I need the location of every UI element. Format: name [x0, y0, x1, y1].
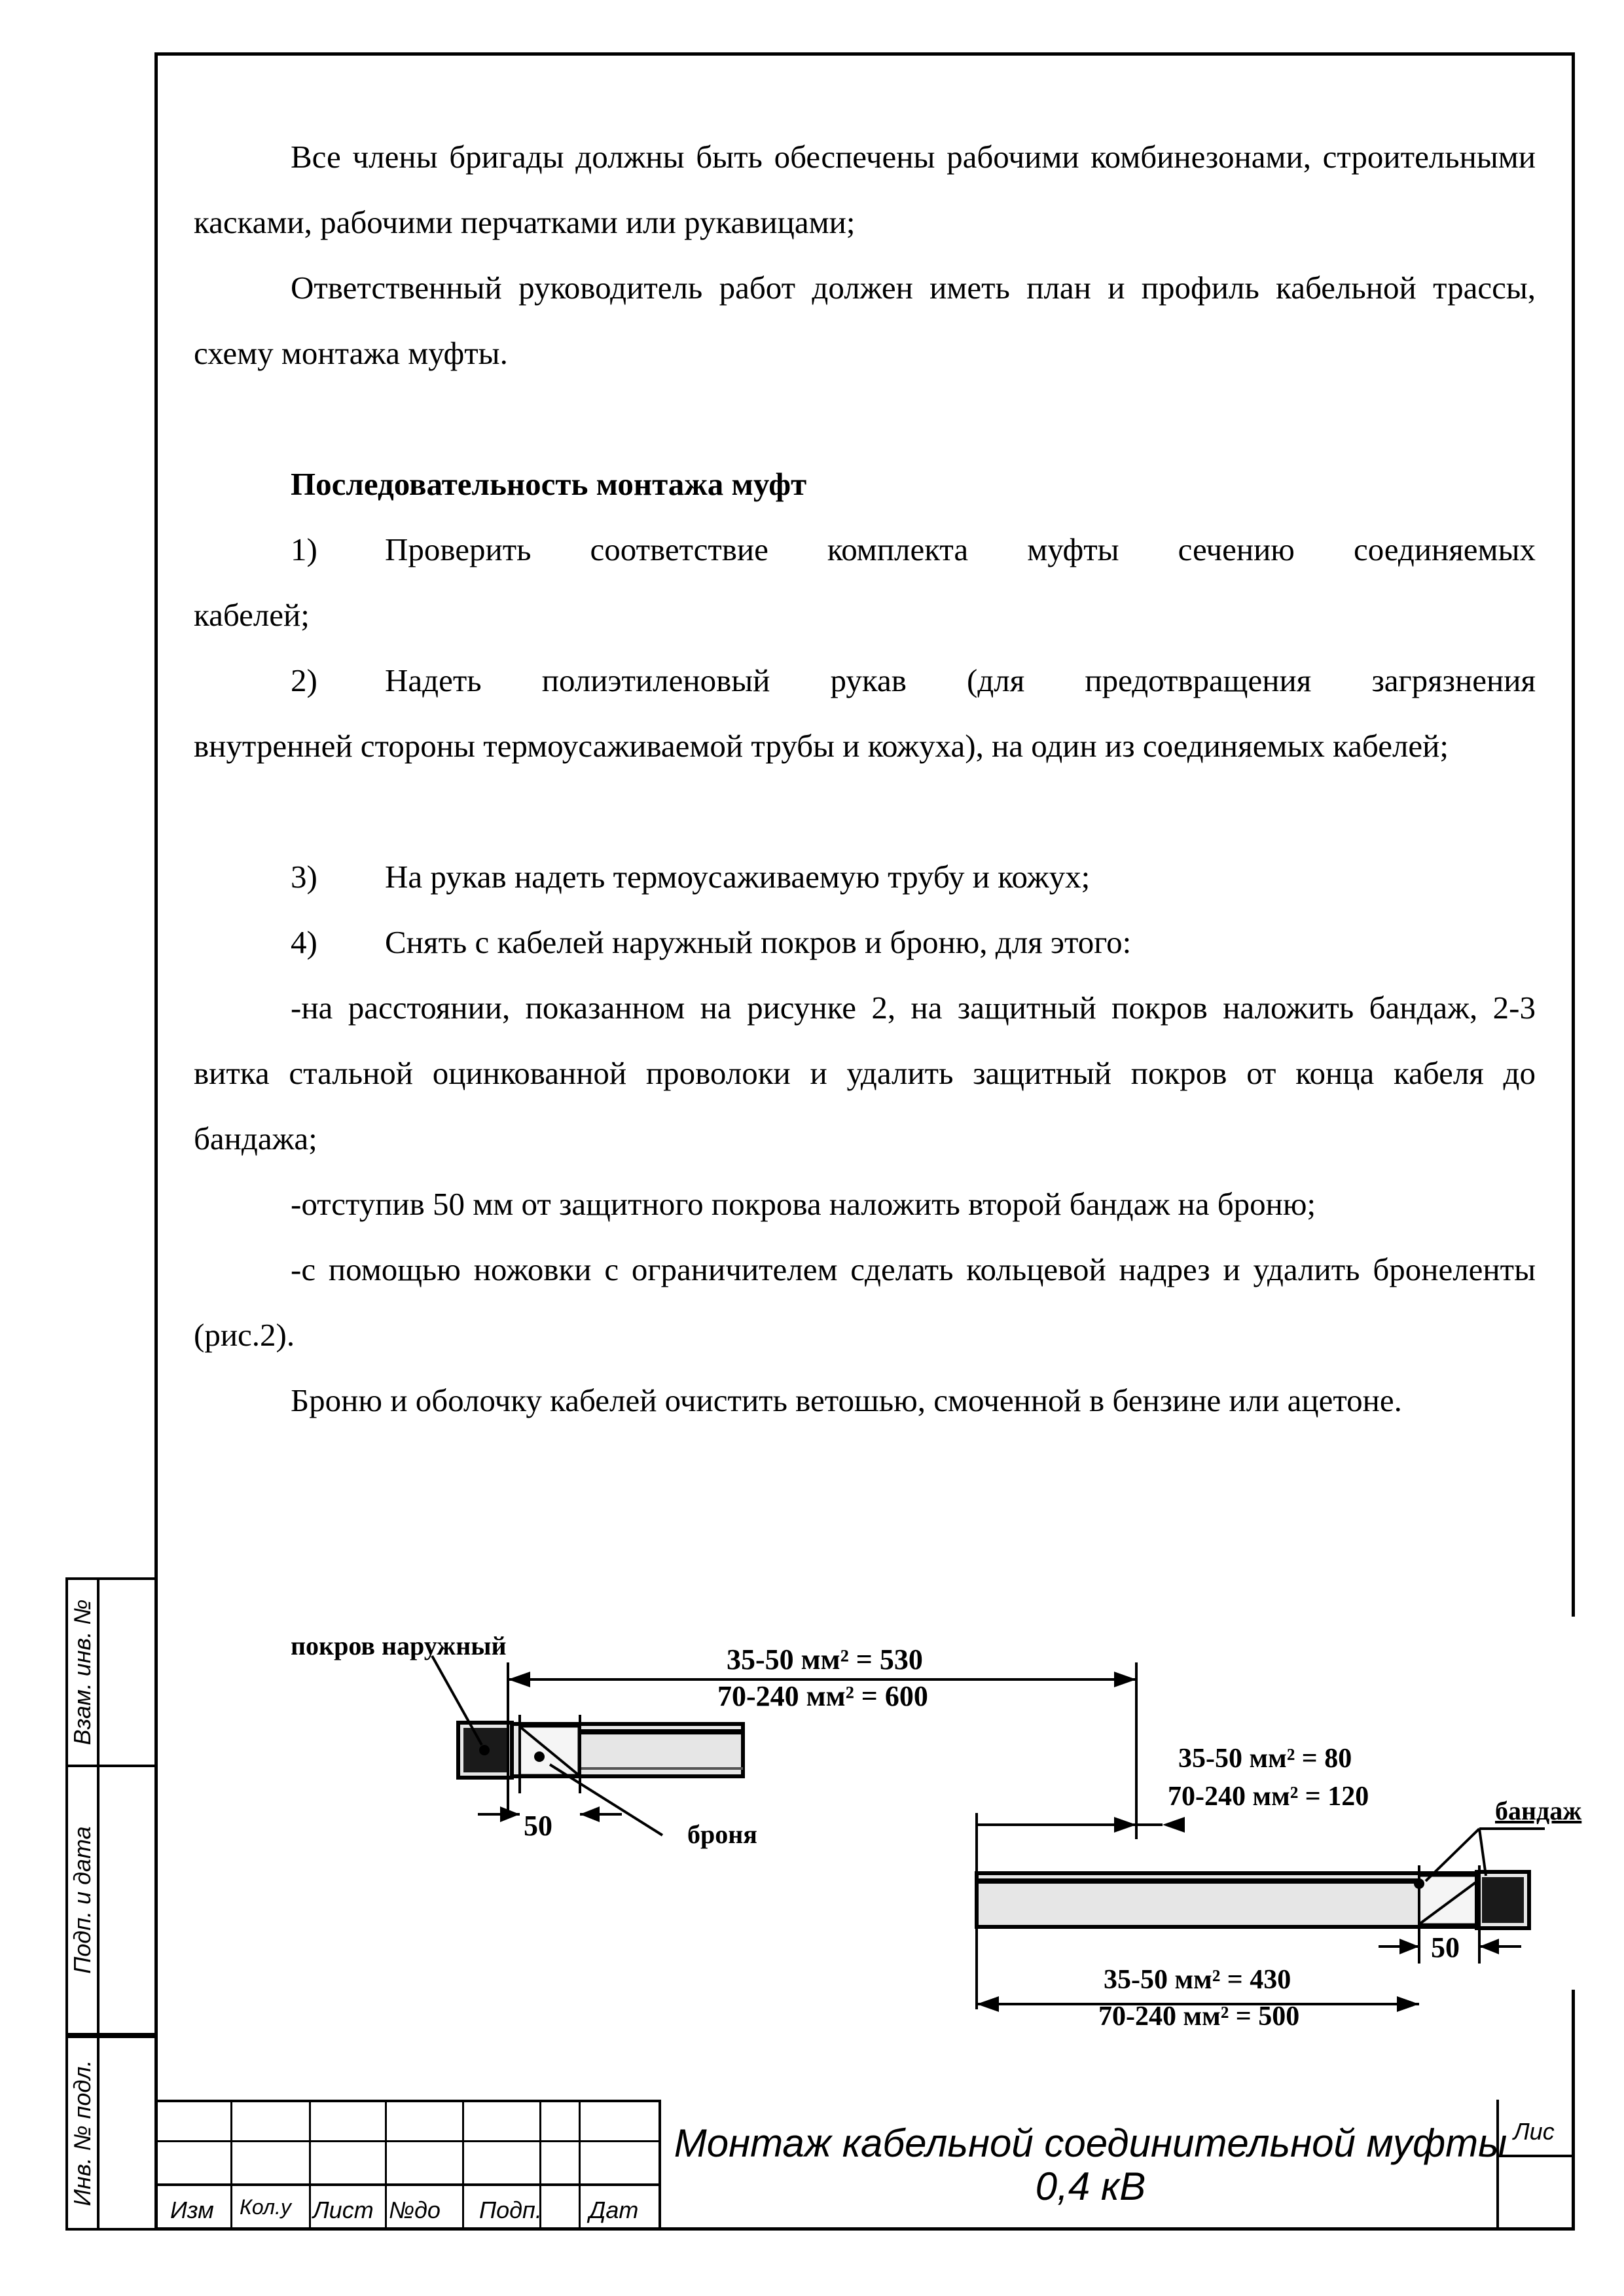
upper-cable: [458, 1715, 743, 1793]
label-bandage: бандаж: [1495, 1796, 1582, 1825]
col-count: Кол.у: [240, 2195, 291, 2219]
step-number: 4): [291, 924, 317, 960]
step-text: На рукав надеть термоусаживаемую трубу и кожух;: [385, 859, 1091, 895]
title-block: [154, 2100, 1575, 2231]
paragraph-supervisor: Ответственный руководитель работ должен иметь план и профиль кабельной трассы, схему монтажа муфты.: [194, 270, 1536, 371]
label-outer-cover: покров наружный: [291, 1631, 507, 1660]
step-number: 3): [291, 859, 317, 895]
stamp-label: Взам. инв. №: [69, 1599, 96, 1746]
step-2: [194, 648, 1536, 779]
paragraph-saw-cut: -с помощью ножовки с ограничителем сделать кольцевой надрез и удалить бронеленты (рис.2).: [194, 1251, 1536, 1353]
stamp-label: Инв. № подл.: [69, 2060, 96, 2206]
document-title-line2: 0,4 кВ: [1035, 2164, 1146, 2208]
label-armor: броня: [687, 1820, 757, 1849]
dim-bottom-line2: 70-240 мм² = 500: [1098, 2001, 1300, 2032]
col-doc-number: №до: [389, 2197, 441, 2223]
step-number: 1): [291, 531, 317, 567]
stamp-original-inv: [65, 2036, 154, 2231]
dim-bottom-line1: 35-50 мм² = 430: [1104, 1965, 1291, 1995]
step-text-continuation: кабелей;: [194, 597, 310, 633]
dim-gap-line1: 35-50 мм² = 80: [1178, 1744, 1352, 1774]
paragraph-second-bandage: -отступив 50 мм от защитного покрова наложить второй бандаж на броню;: [291, 1186, 1316, 1222]
step-text: Снять с кабелей наружный покров и броню, для этого:: [385, 924, 1132, 960]
step-3: [194, 844, 1536, 910]
dim-top-line1: 35-50 мм² = 530: [727, 1643, 923, 1676]
col-date: Дат: [589, 2197, 639, 2223]
step-text-continuation: внутренней стороны термоусаживаемой трубы и кожуха), на один из соединяемых кабелей;: [194, 728, 1449, 764]
step-number: 2): [291, 662, 317, 698]
dim-gap-line2: 70-240 мм² = 120: [1168, 1782, 1369, 1812]
paragraph-cleaning: Броню и оболочку кабелей очистить ветошью, смоченной в бензине или ацетоне.: [291, 1382, 1402, 1418]
section-heading: Последовательность монтажа муфт: [291, 466, 807, 502]
dim-50-right: 50: [1431, 1931, 1460, 1964]
sheet-label: Лис: [1513, 2118, 1555, 2145]
col-signature: Подп.: [479, 2197, 542, 2223]
stamp-signature-date: [65, 1767, 154, 2036]
col-change: Изм: [170, 2197, 214, 2223]
paragraph-bandage-distance: -на расстоянии, показанном на рисунке 2, на защитный покров наложить бандаж, 2-3 витка стальной оцинкованной проволоки и удалить защитный покров от конца кабеля до бандажа;: [194, 990, 1536, 1157]
stamp-replacement-inv: [65, 1577, 154, 1767]
dim-50-left: 50: [524, 1810, 552, 1842]
paragraph-equipment: Все члены бригады должны быть обеспечены рабочими комбинезонами, строительными касками, рабочими перчатками или рукавицами;: [194, 139, 1536, 240]
dim-top-line2: 70-240 мм² = 600: [717, 1680, 928, 1712]
stamp-label: Подп. и дата: [69, 1826, 96, 1974]
cable-cutting-figure: [262, 1617, 1623, 2036]
step-4: [194, 910, 1536, 975]
document-title: [659, 2122, 1523, 2208]
step-text: Проверить соответствие комплекта муфты сечению соединяемых: [385, 531, 1536, 567]
step-1: [194, 517, 1536, 648]
step-text: Надеть полиэтиленовый рукав (для предотвращения загрязнения: [385, 662, 1536, 698]
col-sheet: Лист: [313, 2197, 374, 2223]
document-title-line1: Монтаж кабельной соединительной муфты: [674, 2121, 1507, 2165]
